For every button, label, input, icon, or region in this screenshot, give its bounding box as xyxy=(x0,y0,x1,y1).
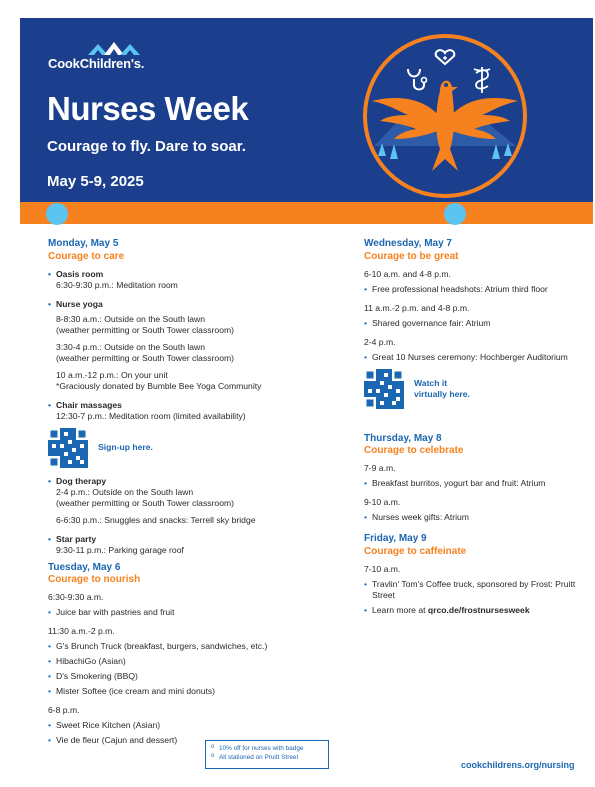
day-theme: Courage to celebrate xyxy=(364,445,464,457)
qr-code-icon[interactable] xyxy=(364,369,404,409)
event-note: (weather permitting or South Tower classroom) xyxy=(56,324,234,335)
time-slot: 7-9 a.m. xyxy=(364,463,396,474)
list-item: • Breakfast burritos, yogurt bar and fruit: Atrium xyxy=(364,478,595,489)
time-slot: 6:30-9:30 a.m. xyxy=(48,592,104,603)
right-column xyxy=(364,238,595,616)
event-time: 6-6:30 p.m.: Snuggles and snacks: Terrell sky bridge xyxy=(56,514,256,525)
accent-dot xyxy=(46,203,68,225)
list-item: • G's Brunch Truck (breakfast, burgers, sandwiches, etc.) xyxy=(48,641,338,652)
learn-more-link[interactable]: qrco.de/frostnursesweek xyxy=(427,604,530,615)
day-theme: Courage to caffeinate xyxy=(364,545,467,557)
event-time: 3:30-4 p.m.: Outside on the South lawn xyxy=(56,341,206,352)
day-theme: Courage to care xyxy=(48,250,125,262)
watch-link[interactable]: Watch it virtually here. xyxy=(414,377,470,399)
list-item: • Nurses week gifts: Atrium xyxy=(364,512,595,523)
time-slot: 11:30 a.m.-2 p.m. xyxy=(48,626,115,637)
event-note: (weather permitting or South Tower classroom) xyxy=(56,497,234,508)
note-item: o 10% off for nurses with badge xyxy=(211,744,323,753)
time-slot: 11 a.m.-2 p.m. and 4-8 p.m. xyxy=(364,302,470,313)
list-item: • Travlin' Tom's Coffee truck, sponsored by Frost: Pruitt Street xyxy=(364,579,595,601)
event-title: • Oasis room xyxy=(48,269,338,280)
qr-code-icon[interactable] xyxy=(48,428,88,468)
signup-link[interactable]: Sign-up here. xyxy=(98,442,153,453)
day-theme: Courage to nourish xyxy=(48,574,141,586)
event-note: *Graciously donated by Bumble Bee Yoga Community xyxy=(56,380,262,391)
logo-mark-icon xyxy=(86,40,156,56)
list-item: • Shared governance fair: Atrium xyxy=(364,318,595,329)
list-item: • Vie de fleur (Cajun and dessert) xyxy=(48,735,338,746)
event-time: 12:30-7 p.m.: Meditation room (limited availability) xyxy=(56,410,246,421)
watch-qr-block[interactable] xyxy=(364,369,595,409)
event-time: 10 a.m.-12 p.m.: On your unit xyxy=(56,369,168,380)
learn-more-prefix: Learn more at xyxy=(372,604,428,615)
event-title: • Dog therapy xyxy=(48,476,338,487)
phoenix-emblem-icon xyxy=(360,31,530,201)
brand-logo[interactable] xyxy=(48,40,178,90)
event-dates: May 5-9, 2025 xyxy=(47,173,144,190)
list-item: • HibachiGo (Asian) xyxy=(48,656,338,667)
time-slot: 2-4 p.m. xyxy=(364,336,396,347)
time-slot: 6-10 a.m. and 4-8 p.m. xyxy=(364,268,451,279)
event-time: 9:30-11 p.m.: Parking garage roof xyxy=(56,544,184,555)
page-title: Nurses Week xyxy=(47,90,249,127)
list-item: • Free professional headshots: Atrium third floor xyxy=(364,284,595,295)
left-column xyxy=(48,238,338,746)
accent-dot xyxy=(444,203,466,225)
day-heading: Monday, May 5 xyxy=(48,238,119,249)
day-heading: Wednesday, May 7 xyxy=(364,238,452,249)
event-time: 2-4 p.m.: Outside on the South lawn xyxy=(56,486,194,497)
list-item: • Mister Softee (ice cream and mini donuts) xyxy=(48,686,338,697)
learn-more-item xyxy=(364,605,595,616)
list-item: • Sweet Rice Kitchen (Asian) xyxy=(48,720,338,731)
day-theme: Courage to be great xyxy=(364,250,459,262)
brand-name: CookChildren's. xyxy=(48,56,145,71)
list-item: • Juice bar with pastries and fruit xyxy=(48,607,338,618)
list-item: • Great 10 Nurses ceremony: Hochberger Auditorium xyxy=(364,352,595,363)
note-item: o All stationed on Pruitt Street xyxy=(211,753,323,762)
event-title: • Chair massages xyxy=(48,400,338,411)
time-slot: 7-10 a.m. xyxy=(364,563,401,574)
event-note: (weather permitting or South Tower classroom) xyxy=(56,352,234,363)
footer-link[interactable]: cookchildrens.org/nursing xyxy=(461,760,575,770)
time-slot: 6-8 p.m. xyxy=(48,705,80,716)
accent-bar xyxy=(20,202,593,224)
tagline: Courage to fly. Dare to soar. xyxy=(47,138,246,155)
event-time: 8-8:30 a.m.: Outside on the South lawn xyxy=(56,313,206,324)
event-time: 6:30-9:30 p.m.: Meditation room xyxy=(56,279,178,290)
time-slot: 9-10 a.m. xyxy=(364,497,401,508)
day-heading: Friday, May 9 xyxy=(364,533,427,545)
header-banner xyxy=(20,18,593,202)
day-heading: Tuesday, May 6 xyxy=(48,561,121,573)
signup-qr-block[interactable] xyxy=(48,428,338,468)
event-title: • Star party xyxy=(48,534,338,545)
event-title: • Nurse yoga xyxy=(48,299,338,310)
list-item: • D's Smokering (BBQ) xyxy=(48,671,338,682)
food-truck-notes xyxy=(205,740,329,769)
day-heading: Thursday, May 8 xyxy=(364,432,442,444)
